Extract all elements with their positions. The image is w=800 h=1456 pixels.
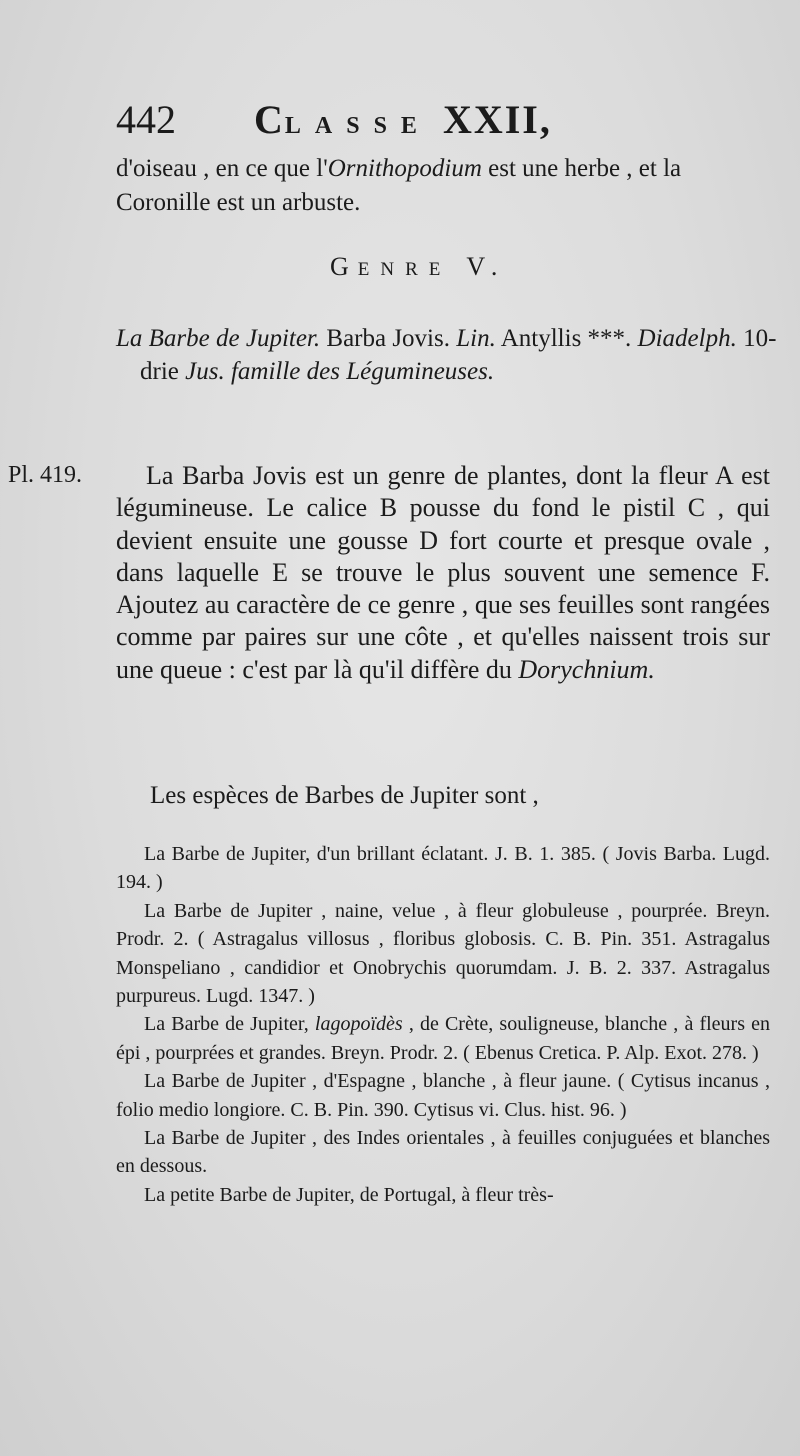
page-number: 442	[116, 97, 176, 142]
intro-text-1: d'oiseau , en ce que l'	[116, 155, 328, 182]
page-header	[116, 96, 776, 156]
species-entry-6: La petite Barbe de Jupiter, de Portugal, à fleur très-	[144, 1183, 554, 1206]
title-text-1: Barba Jovis.	[320, 325, 457, 352]
species-3-text-a: La Barbe de Jupiter,	[144, 1013, 315, 1036]
species-entry-3	[116, 1010, 770, 1067]
title-italic-3: Diadelph.	[637, 325, 737, 352]
description-italic: Dorychnium.	[518, 654, 655, 684]
intro-paragraph	[116, 152, 770, 220]
description-text: La Barba Jovis est un genre de plantes, dont la fleur A est légumineuse. Le calice B pousse du fond le pistil C , qui devient ensuite une gousse D fort courte et presque ovale , dans laquelle E se trouve le plus souvent une semence F. Ajoutez au caractère de ce genre , que ses feuilles sont rangées comme par paires sur une côte , et qu'elles naissent trois sur une queue : c'est par là qu'il diffère du	[116, 461, 770, 684]
running-title-numeral: XXII,	[442, 97, 552, 142]
genus-description	[116, 460, 770, 686]
genre-initial: G	[330, 252, 358, 281]
genre-numeral: V.	[466, 252, 507, 281]
running-title	[254, 96, 552, 143]
plate-reference: Pl. 419.	[8, 462, 83, 488]
title-italic-2: Lin.	[456, 325, 496, 352]
title-text-2: Antyllis ***.	[495, 325, 638, 352]
running-title-rest: LASSE	[284, 113, 431, 139]
species-list	[116, 840, 770, 1209]
genre-rest: ENRE	[357, 259, 452, 280]
title-text-3: 10-drie	[140, 325, 777, 385]
species-3-text-b: , de Crète, souligneuse, blanche , à fleurs en épi , pourprées et grandes. Breyn. Prodr. 2. ( Ebenus Cretica. P. Alp. Exot. 278. )	[116, 1013, 770, 1064]
species-heading: Les espèces de Barbes de Jupiter sont ,	[150, 782, 539, 809]
intro-italic: Ornithopodium	[327, 155, 482, 182]
species-entry-5: La Barbe de Jupiter , des Indes orientales , à feuilles conjuguées et blanches en dessous.	[116, 1127, 770, 1178]
species-3-italic: lagopoïdès	[314, 1013, 403, 1036]
genre-heading	[330, 252, 506, 282]
running-title-initial: C	[254, 97, 285, 142]
species-entry-1: La Barbe de Jupiter, d'un brillant éclatant. J. B. 1. 385. ( Jovis Barba. Lugd. 194. )	[116, 843, 770, 894]
species-entry-4: La Barbe de Jupiter , d'Espagne , blanche , à fleur jaune. ( Cytisus incanus , folio medio longiore. C. B. Pin. 390. Cytisus vi. Clus. hist. 96. )	[116, 1070, 770, 1121]
title-italic-4: Jus. famille des Légumineuses.	[185, 358, 495, 385]
genus-title-entry	[116, 322, 794, 388]
genus-name: La Barbe de Jupiter.	[116, 325, 321, 352]
intro-text-2: est une herbe , et la Coronille est un arbuste.	[116, 155, 682, 216]
species-entry-2: La Barbe de Jupiter , naine, velue , à fleur globuleuse , pourprée. Breyn. Prodr. 2. ( Astragalus villosus , floribus globosis. C. B. Pin. 351. Astragalus Monspeliano , candidior et Onobrychis quorumdam. J. B. 2. 337. Astragalus purpureus. Lugd. 1347. )	[116, 899, 770, 1008]
